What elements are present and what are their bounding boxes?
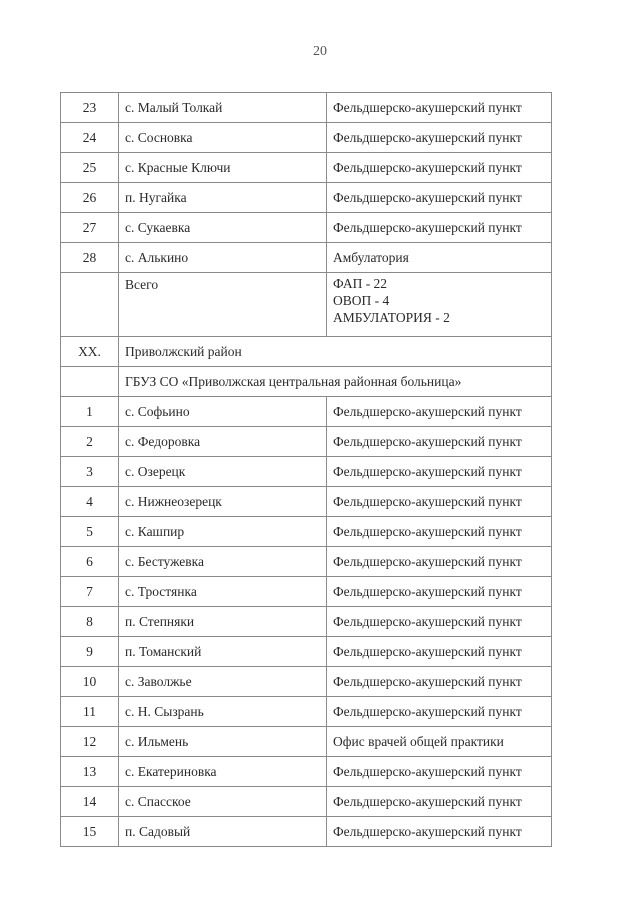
row-number: 11 [61,697,119,727]
table-row [61,457,552,487]
row-place: с. Малый Толкай [119,93,327,123]
row-place: с. Кашпир [119,517,327,547]
table-row [61,697,552,727]
row-place: с. Сосновка [119,123,327,153]
row-number: 4 [61,487,119,517]
row-place: с. Озерецк [119,457,327,487]
row-facility-type: Фельдшерско-акушерский пункт [327,123,552,153]
row-number: 9 [61,637,119,667]
row-facility-type: Фельдшерско-акушерский пункт [327,427,552,457]
district-num: XX. [61,337,119,367]
district-row [61,337,552,367]
row-facility-type: Фельдшерско-акушерский пункт [327,457,552,487]
row-number: 24 [61,123,119,153]
row-place: п. Нугайка [119,183,327,213]
table-row [61,213,552,243]
row-place: п. Садовый [119,817,327,847]
table-row [61,153,552,183]
row-facility-type: Фельдшерско-акушерский пункт [327,577,552,607]
row-facility-type: Фельдшерско-акушерский пункт [327,547,552,577]
row-number: 25 [61,153,119,183]
row-place: с. Нижнеозерецк [119,487,327,517]
page-number: 20 [313,44,327,59]
total-label: Всего [119,273,327,337]
row-facility-type: Фельдшерско-акушерский пункт [327,637,552,667]
table-section-after [61,397,552,847]
row-number: 1 [61,397,119,427]
total-row [61,273,552,337]
row-facility-type: Фельдшерско-акушерский пункт [327,607,552,637]
row-facility-type: Фельдшерско-акушерский пункт [327,153,552,183]
table-section-before [61,93,552,273]
row-number: 5 [61,517,119,547]
row-place: с. Тростянка [119,577,327,607]
table-row [61,427,552,457]
row-number: 13 [61,757,119,787]
table-row [61,243,552,273]
facilities-table [60,92,552,847]
total-line: АМБУЛАТОРИЯ - 2 [333,310,450,325]
row-facility-type: Фельдшерско-акушерский пункт [327,757,552,787]
row-place: с. Ильмень [119,727,327,757]
table-row [61,817,552,847]
row-place: с. Екатериновка [119,757,327,787]
row-place: с. Заволжье [119,667,327,697]
row-number: 26 [61,183,119,213]
row-facility-type: Фельдшерско-акушерский пункт [327,93,552,123]
row-number: 14 [61,787,119,817]
table-row [61,667,552,697]
hospital-num-cell [61,367,119,397]
table-row [61,547,552,577]
row-number: 28 [61,243,119,273]
row-place: с. Красные Ключи [119,153,327,183]
table-row [61,577,552,607]
row-place: с. Софьино [119,397,327,427]
hospital-row [61,367,552,397]
row-number: 6 [61,547,119,577]
row-number: 23 [61,93,119,123]
row-place: с. Алькино [119,243,327,273]
row-facility-type: Фельдшерско-акушерский пункт [327,183,552,213]
total-line: ОВОП - 4 [333,293,390,308]
row-number: 27 [61,213,119,243]
table-row [61,517,552,547]
table-row [61,757,552,787]
row-facility-type: Фельдшерско-акушерский пункт [327,487,552,517]
table-row [61,397,552,427]
row-facility-type: Фельдшерско-акушерский пункт [327,517,552,547]
row-facility-type: Фельдшерско-акушерский пункт [327,787,552,817]
row-number: 12 [61,727,119,757]
row-place: п. Томанский [119,637,327,667]
row-place: п. Степняки [119,607,327,637]
row-place: с. Сукаевка [119,213,327,243]
district-name: Приволжский район [119,337,552,367]
row-number: 3 [61,457,119,487]
table-section-total [61,273,552,397]
row-facility-type: Фельдшерско-акушерский пункт [327,667,552,697]
row-facility-type: Амбулатория [327,243,552,273]
row-facility-type: Фельдшерско-акушерский пункт [327,213,552,243]
total-values [327,273,552,337]
table-row [61,93,552,123]
row-facility-type: Фельдшерско-акушерский пункт [327,397,552,427]
row-facility-type: Офис врачей общей практики [327,727,552,757]
table-row [61,787,552,817]
total-line: ФАП - 22 [333,276,388,291]
row-number: 8 [61,607,119,637]
table-row [61,727,552,757]
row-place: с. Н. Сызрань [119,697,327,727]
table-row [61,637,552,667]
row-facility-type: Фельдшерско-акушерский пункт [327,697,552,727]
row-place: с. Спасское [119,787,327,817]
row-number: 7 [61,577,119,607]
table-row [61,123,552,153]
hospital-name: ГБУЗ СО «Приволжская центральная районная больница» [119,367,552,397]
row-place: с. Бестужевка [119,547,327,577]
table-row [61,487,552,517]
row-facility-type: Фельдшерско-акушерский пункт [327,817,552,847]
table-row [61,607,552,637]
row-place: с. Федоровка [119,427,327,457]
row-number: 10 [61,667,119,697]
total-num-cell [61,273,119,337]
table-row [61,183,552,213]
row-number: 15 [61,817,119,847]
row-number: 2 [61,427,119,457]
